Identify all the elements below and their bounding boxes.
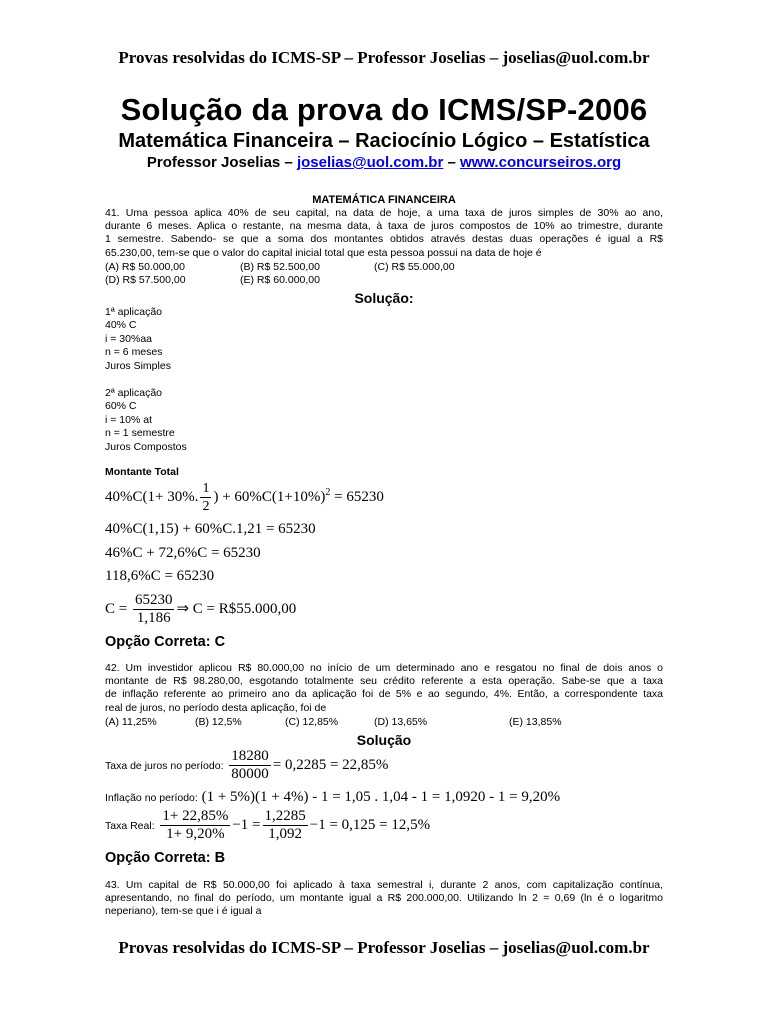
q41-solution-title: Solução: (354, 290, 414, 306)
q42-line: montante de R$ 98.280,00, esgotando totalmente seu crédito referente a esta operação. Sabe-se que a taxa (105, 675, 663, 688)
question-42 (105, 662, 663, 715)
app2-line: 2ª aplicação (105, 387, 163, 399)
q42-juros-line (105, 748, 388, 783)
app1-line: n = 6 meses (105, 346, 163, 359)
math-text: (1 + 5%)(1 + 4%) - 1 = 1,05 . 1,04 - 1 = 1,0920 - 1 = 9,20% (201, 789, 561, 805)
q42-option-d: (D) 13,65% (374, 716, 428, 728)
q43-line: 43. Um capital de R$ 50.000,00 foi aplicado à taxa semestral i, durante 2 anos, com capitalização contínua, (105, 879, 663, 891)
q43-line: apresentando, no final do período, um montante igual a R$ 200.000,00. Utilizando ln 2 = 0,69 (ln é o logaritmo (105, 892, 663, 905)
q42-line: 42. Um investidor aplicou R$ 80.000,00 no início de um determinado ano e resgatou no final de dois anos o (105, 662, 663, 674)
montante-label: Montante Total (105, 466, 179, 478)
app1-line: Juros Simples (105, 359, 171, 372)
q42-solution-title: Solução (356, 732, 412, 748)
q43-line: neperiano), tem-se que i é igual a (105, 905, 262, 918)
math-text: −1 = 0,125 = 12,5% (309, 816, 431, 833)
q41-app1 (105, 306, 171, 373)
q41-line: durante 6 meses. Aplica o restante, na mesma data, à taxa de juros compostos de 10% ao trimestre, durante (105, 220, 663, 233)
math-line-4: 118,6%C = 65230 (105, 568, 215, 584)
math-text: C = (105, 600, 131, 617)
inflacao-label: Inflação no período: (105, 792, 198, 804)
fraction (200, 480, 211, 515)
frac-num: 65230 (134, 592, 173, 608)
app1-line: 1ª aplicação (105, 306, 163, 318)
q41-option-c: (C) R$ 55.000,00 (374, 261, 455, 273)
q41-answer: Opção Correta: C (105, 634, 226, 650)
q41-option-a: (A) R$ 50.000,00 (105, 261, 185, 273)
frac-num: 1,2285 (264, 808, 306, 824)
math-text: ) + 60%C(1+10%) (213, 488, 326, 505)
q41-line: 41. Uma pessoa aplica 40% de seu capital, na data de hoje, a uma taxa de juros simples de 30% ao ano, (105, 207, 663, 219)
q41-option-d: (D) R$ 57.500,00 (105, 274, 186, 286)
q41-line: 1 semestre. Sabendo- se que a soma dos montantes obtidos através destas duas operações é igual a R$ (105, 233, 663, 246)
math-text: 40%C(1+ 30%. (105, 488, 199, 505)
juros-label: Taxa de juros no período: (105, 759, 224, 772)
math-text: = 65230 (330, 488, 384, 505)
frac-den: 2 (202, 499, 210, 514)
section-title: MATEMÁTICA FINANCEIRA (312, 194, 456, 206)
exponent: 2 (325, 486, 331, 498)
math-line-1 (105, 480, 384, 515)
q42-line: de inflação referente ao primeiro ano da aplicação foi de 5% e ao segundo, 4%. Então, a correspondente taxa (105, 688, 663, 701)
question-41 (105, 207, 663, 260)
q41-line: 65.230,00, tem-se que o valor do capital inicial total que esta pessoa possui na data de hoje é (105, 246, 542, 259)
app2-line: n = 1 semestre (105, 427, 175, 440)
page-subtitle: Matemática Financeira – Raciocínio Lógico – Estatística (118, 130, 650, 152)
author-email-link[interactable]: joselias@uol.com.br (296, 154, 444, 171)
frac-den: 1+ 9,20% (166, 826, 225, 842)
q42-option-c: (C) 12,85% (285, 716, 339, 728)
q42-option-a: (A) 11,25% (105, 716, 157, 728)
q42-answer: Opção Correta: B (105, 850, 226, 866)
q42-line: real de juros, no período desta aplicação, foi de (105, 701, 327, 714)
math-text: = 0,2285 = 22,85% (272, 756, 389, 773)
app2-line: i = 10% at (105, 413, 152, 426)
frac-num: 1+ 22,85% (162, 808, 229, 824)
q42-inflacao-line (105, 789, 560, 806)
fraction (263, 808, 308, 843)
q41-option-b: (B) R$ 52.500,00 (240, 261, 320, 273)
fraction (160, 808, 230, 843)
app1-line: 40% C (105, 319, 137, 332)
fraction (229, 748, 271, 783)
q42-option-e: (E) 13,85% (509, 716, 562, 728)
q41-app2 (105, 387, 187, 454)
author-sep: – (443, 154, 460, 171)
author-prefix: Professor Joselias – (146, 154, 297, 171)
math-line-5 (105, 592, 296, 627)
frac-den: 80000 (231, 766, 269, 782)
frac-den: 1,186 (136, 610, 171, 626)
frac-num: 18280 (231, 748, 269, 764)
page-header: Provas resolvidas do ICMS-SP – Professor Joselias – joselias@uol.com.br (118, 48, 650, 67)
frac-num: 1 (202, 481, 210, 496)
page-title: Solução da prova do ICMS/SP-2006 (120, 92, 648, 127)
fraction (133, 592, 175, 627)
app2-line: Juros Compostos (105, 440, 187, 453)
math-text: ⇒ C = R$55.000,00 (176, 600, 297, 617)
q42-real-line (105, 808, 430, 843)
author-site-link[interactable]: www.concurseiros.org (459, 154, 622, 171)
question-43 (105, 879, 663, 919)
q41-option-e: (E) R$ 60.000,00 (240, 274, 320, 286)
app2-line: 60% C (105, 400, 137, 413)
author-line (0, 154, 768, 171)
math-text: −1 = (232, 816, 261, 833)
q42-option-b: (B) 12,5% (195, 716, 242, 728)
frac-den: 1,092 (268, 826, 302, 842)
page-footer: Provas resolvidas do ICMS-SP – Professor Joselias – joselias@uol.com.br (118, 938, 650, 957)
math-line-2: 40%C(1,15) + 60%C.1,21 = 65230 (105, 521, 316, 537)
app1-line: i = 30%aa (105, 332, 152, 345)
math-line-3: 46%C + 72,6%C = 65230 (105, 545, 261, 561)
real-label: Taxa Real: (105, 819, 155, 832)
